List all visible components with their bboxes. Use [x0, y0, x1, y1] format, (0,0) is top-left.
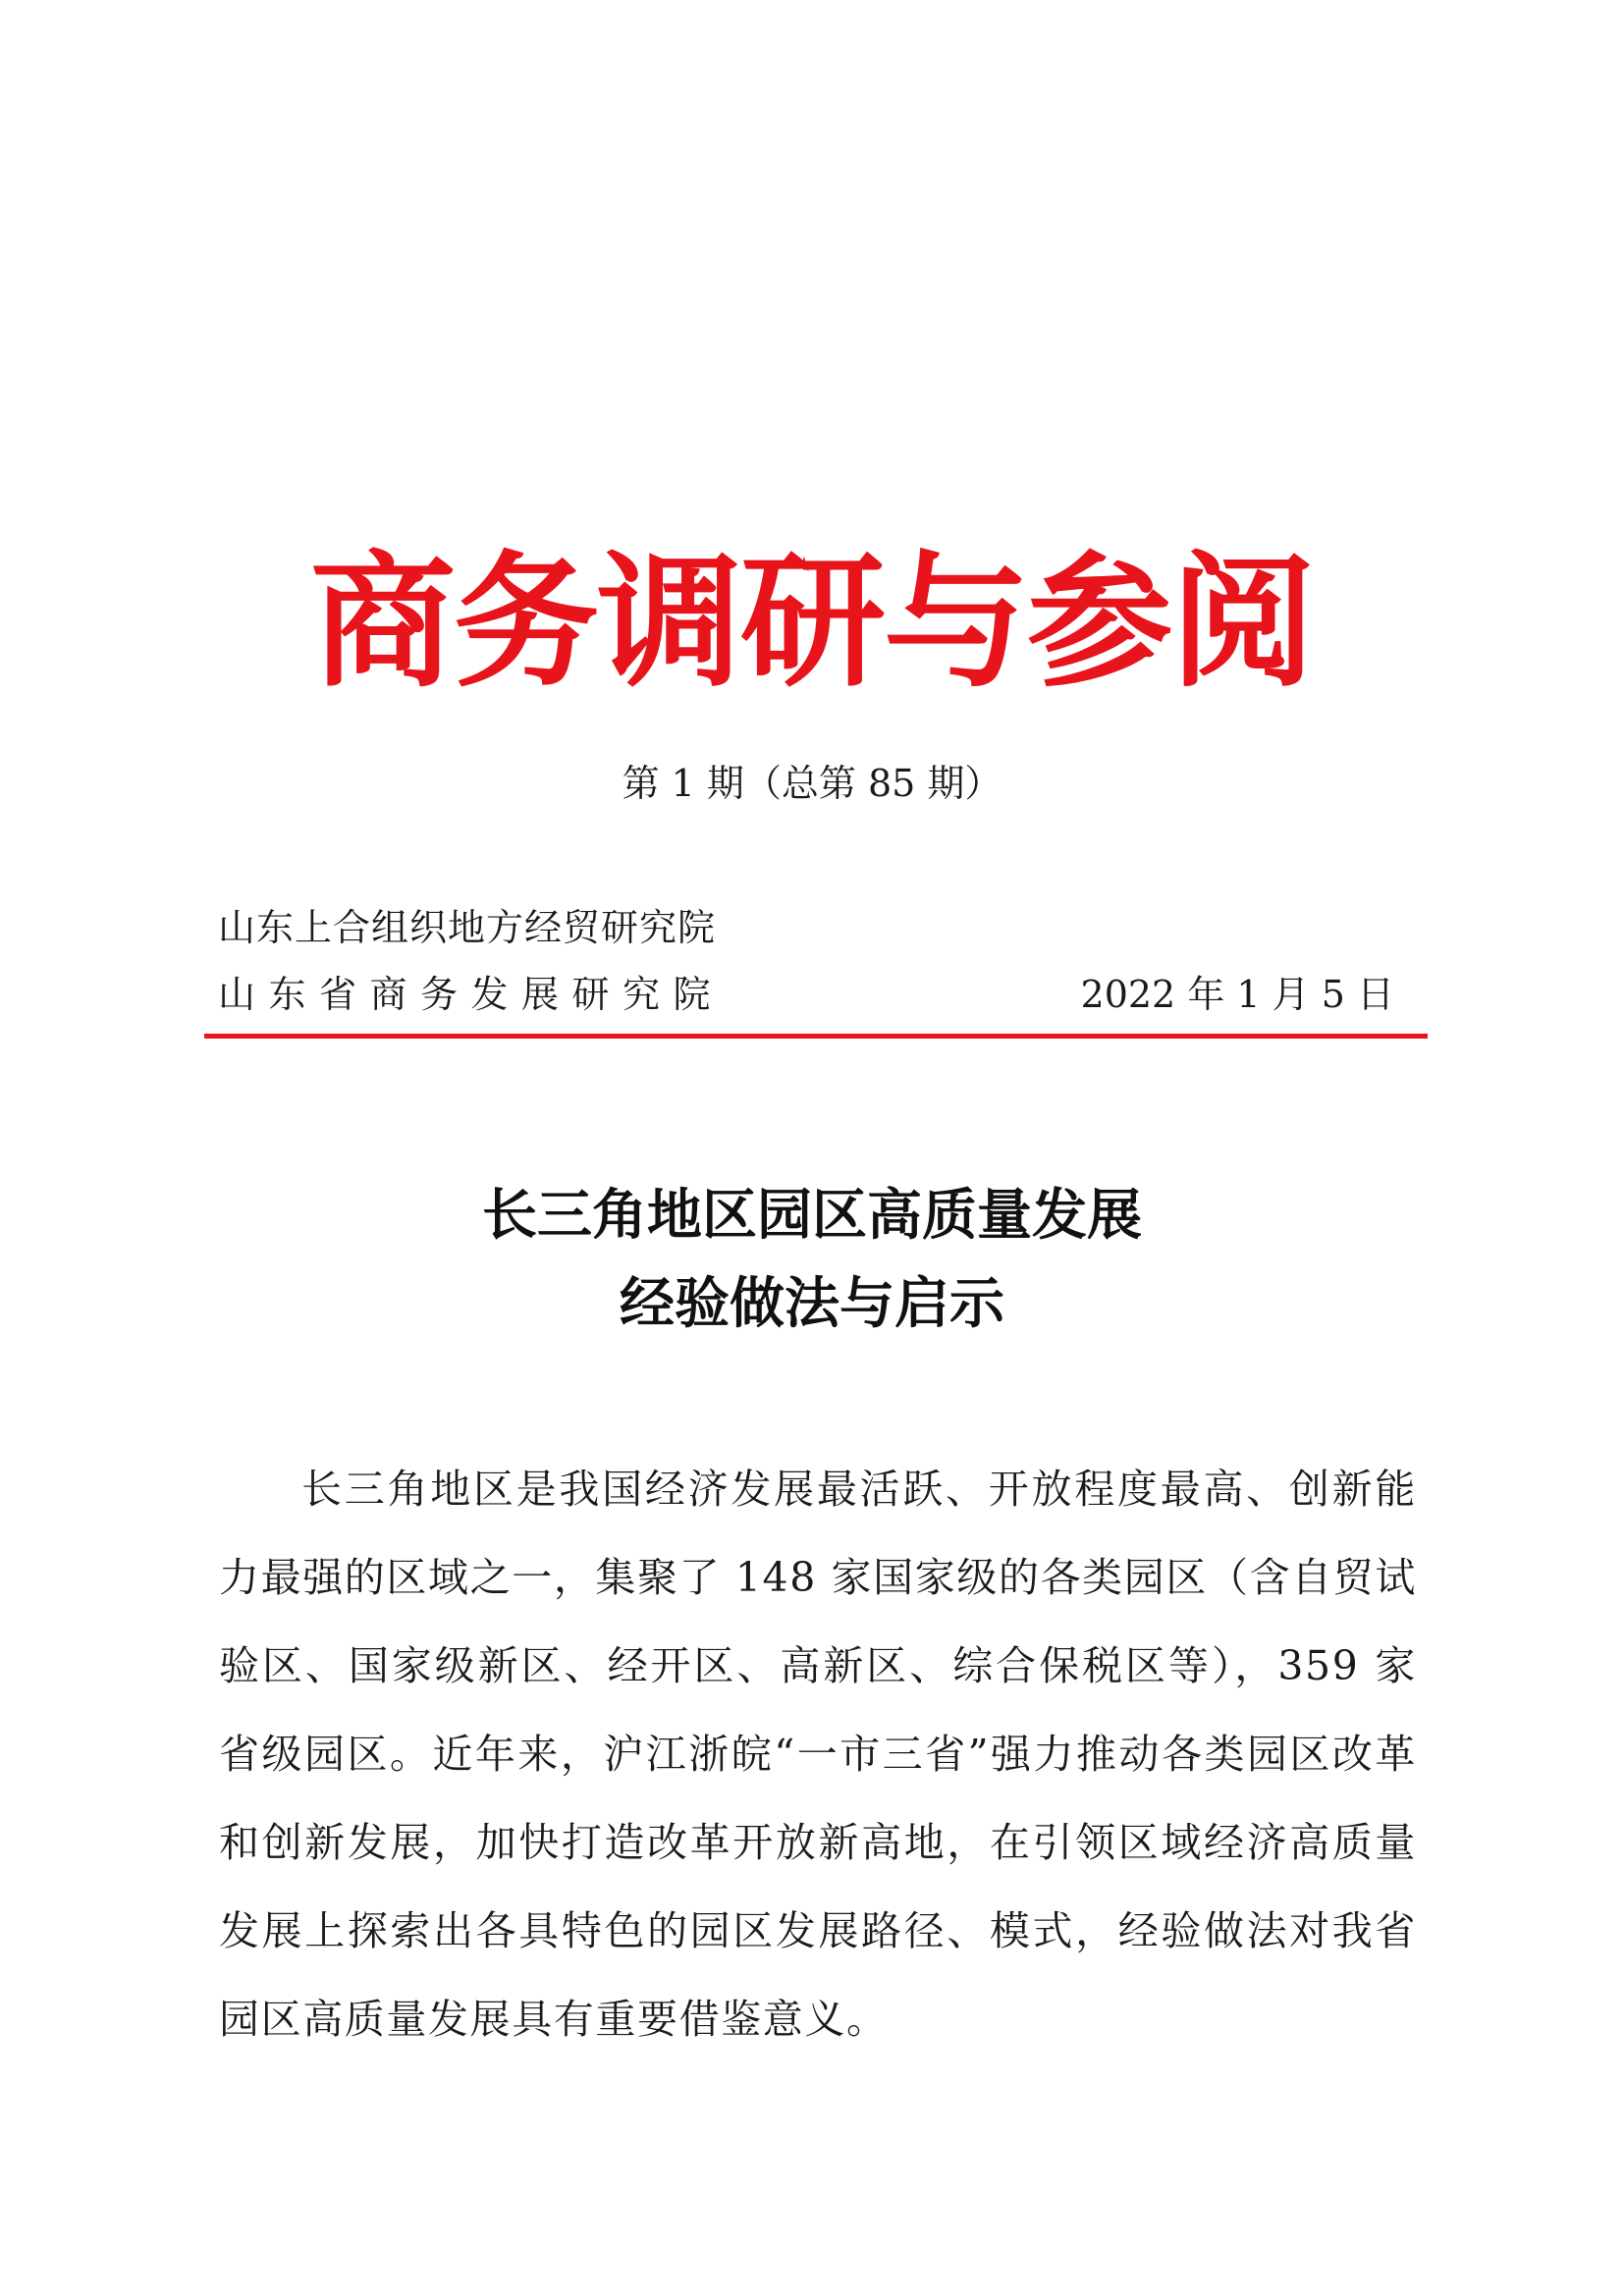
masthead-title: 商务调研与参阅 [310, 536, 1314, 707]
publication-date: 2022 年 1 月 5 日 [1080, 973, 1394, 1016]
organization-name-2: 山东省商务发展研究院 [218, 973, 725, 1016]
article-title-line-1: 长三角地区园区高质量发展 [482, 1183, 1142, 1248]
organization-name-1: 山东上合组织地方经贸研究院 [218, 906, 717, 949]
body-paragraph: 长三角地区是我国经济发展最活跃、开放程度最高、创新能力最强的区域之一，集聚了 148 家国家级的各类园区（含自贸试验区、国家级新区、经开区、高新区、综合保税区等），359 家省级园区。近年来，沪江浙皖“一市三省”强力推动各类园区改革和创新发展，加快打造改革开放新高地，在引领区域经济高质量发展上探索出各具特色的园区发展路径、模式，经验做法对我省园区高质量发展具有重要借鉴意义。 [219, 1466, 1417, 2043]
issue-number: 第 1 期（总第 85 期） [622, 762, 1002, 805]
red-divider [204, 1034, 1428, 1039]
article-title-line-2: 经验做法与启示 [620, 1271, 1004, 1336]
